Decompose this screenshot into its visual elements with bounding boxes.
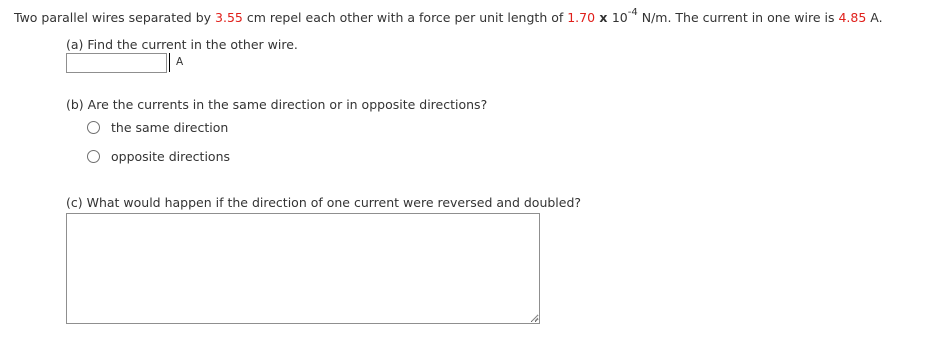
separation-value: 3.55	[215, 10, 243, 25]
part-a-answer-input[interactable]	[66, 53, 167, 73]
force-mantissa-value: 1.70	[567, 10, 596, 25]
option-opposite-directions-label[interactable]: opposite directions	[111, 148, 231, 164]
option-opposite-directions[interactable]	[87, 148, 230, 164]
separation-unit-text: cm repel each other with a force per unit length of	[242, 10, 568, 25]
problem-statement	[14, 6, 883, 26]
radio-unselected-icon[interactable]	[87, 150, 100, 163]
part-a-unit-label: A	[169, 53, 187, 72]
times-symbol: x	[595, 10, 612, 25]
force-base: 10	[611, 10, 628, 25]
force-exponent: -4	[627, 6, 638, 18]
part-c-answer-textarea[interactable]	[66, 213, 540, 324]
option-same-direction-label[interactable]: the same direction	[111, 119, 229, 135]
part-a-question: (a) Find the current in the other wire.	[66, 37, 298, 52]
problem-intro: Two parallel wires separated by	[14, 10, 216, 25]
current-unit-text: A.	[866, 10, 883, 25]
part-c-question: (c) What would happen if the direction of one current were reversed and doubled?	[66, 195, 582, 210]
current-value: 4.85	[838, 10, 867, 25]
part-b-question: (b) Are the currents in the same direction or in opposite directions?	[66, 97, 488, 112]
force-unit-text: N/m. The current in one wire is	[637, 10, 839, 25]
radio-unselected-icon[interactable]	[87, 121, 100, 134]
option-same-direction[interactable]	[87, 119, 228, 135]
